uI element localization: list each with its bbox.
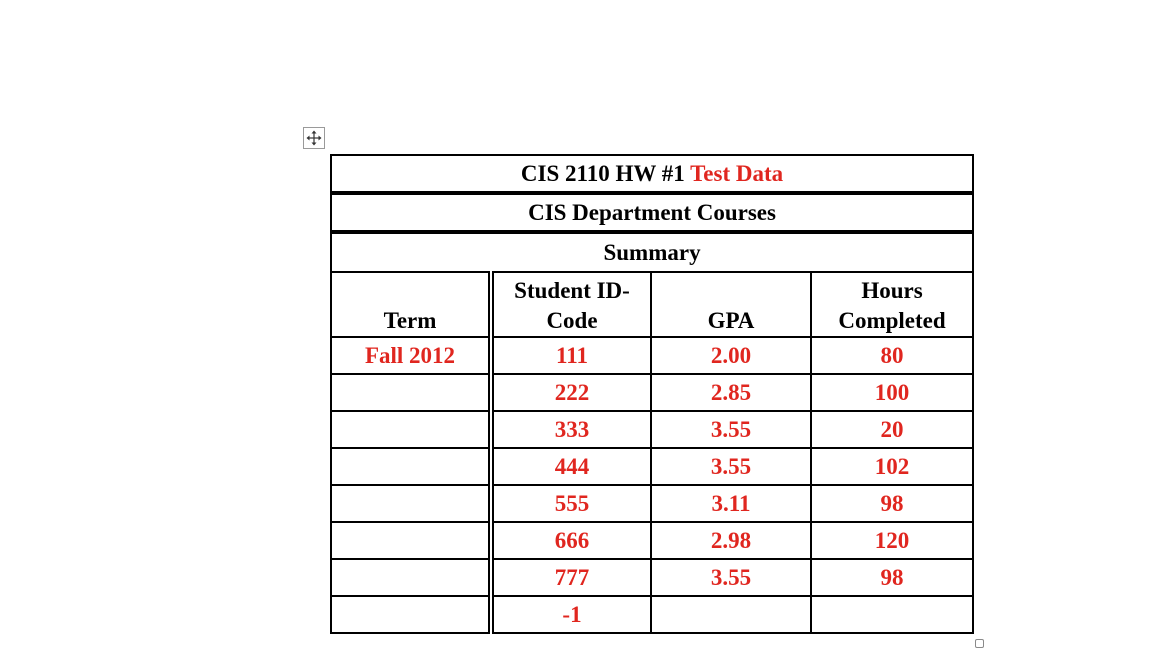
cell-student-id[interactable]: 666 [491, 522, 651, 559]
cell-hours[interactable]: 98 [811, 485, 973, 522]
table-row [331, 337, 973, 374]
subtitle-row [331, 193, 973, 232]
header-hours-line2: Completed [838, 308, 946, 333]
cell-gpa[interactable]: 2.85 [651, 374, 811, 411]
table-move-handle[interactable] [303, 127, 325, 149]
cell-gpa[interactable]: 3.55 [651, 448, 811, 485]
cell-hours[interactable]: 80 [811, 337, 973, 374]
cell-gpa[interactable]: 2.98 [651, 522, 811, 559]
cell-term[interactable] [331, 522, 491, 559]
cell-gpa[interactable]: 2.00 [651, 337, 811, 374]
cell-student-id[interactable]: -1 [491, 596, 651, 633]
header-gpa[interactable]: GPA [651, 272, 811, 337]
header-term[interactable]: Term [331, 272, 491, 337]
cell-student-id[interactable]: 111 [491, 337, 651, 374]
move-arrows-icon [306, 130, 322, 146]
cell-gpa[interactable]: 3.55 [651, 411, 811, 448]
cell-hours[interactable]: 98 [811, 559, 973, 596]
table-row [331, 448, 973, 485]
summary-label[interactable]: Summary [331, 232, 973, 272]
table-row [331, 411, 973, 448]
header-hours-line1: Hours [861, 278, 923, 303]
cell-student-id[interactable]: 333 [491, 411, 651, 448]
cell-term[interactable] [331, 485, 491, 522]
summary-row [331, 232, 973, 272]
header-student-id-line2: Code [546, 308, 598, 333]
cell-term[interactable] [331, 596, 491, 633]
header-student-id[interactable] [491, 272, 651, 337]
cell-student-id[interactable]: 444 [491, 448, 651, 485]
table-title[interactable] [331, 155, 973, 193]
table-resize-handle[interactable] [975, 639, 984, 648]
cell-student-id[interactable]: 222 [491, 374, 651, 411]
cell-hours[interactable]: 100 [811, 374, 973, 411]
header-row [331, 272, 973, 337]
table-row [331, 559, 973, 596]
cell-term[interactable] [331, 374, 491, 411]
cell-term[interactable] [331, 411, 491, 448]
cell-gpa[interactable]: 3.55 [651, 559, 811, 596]
title-row [331, 155, 973, 193]
cell-term[interactable] [331, 448, 491, 485]
cell-hours[interactable]: 120 [811, 522, 973, 559]
title-main: CIS 2110 HW #1 [520, 161, 685, 186]
header-student-id-line1: Student ID- [514, 278, 630, 303]
cell-gpa[interactable] [651, 596, 811, 633]
table-row [331, 522, 973, 559]
summary-table [330, 154, 974, 634]
title-highlight: Test Data [690, 161, 784, 186]
table-row [331, 596, 973, 633]
cell-term[interactable]: Fall 2012 [331, 337, 491, 374]
table-subtitle[interactable]: CIS Department Courses [331, 193, 973, 232]
cell-term[interactable] [331, 559, 491, 596]
cell-hours[interactable]: 102 [811, 448, 973, 485]
table-row [331, 485, 973, 522]
cell-hours[interactable] [811, 596, 973, 633]
cell-student-id[interactable]: 555 [491, 485, 651, 522]
table-row [331, 374, 973, 411]
cell-student-id[interactable]: 777 [491, 559, 651, 596]
cell-hours[interactable]: 20 [811, 411, 973, 448]
cell-gpa[interactable]: 3.11 [651, 485, 811, 522]
header-hours[interactable] [811, 272, 973, 337]
